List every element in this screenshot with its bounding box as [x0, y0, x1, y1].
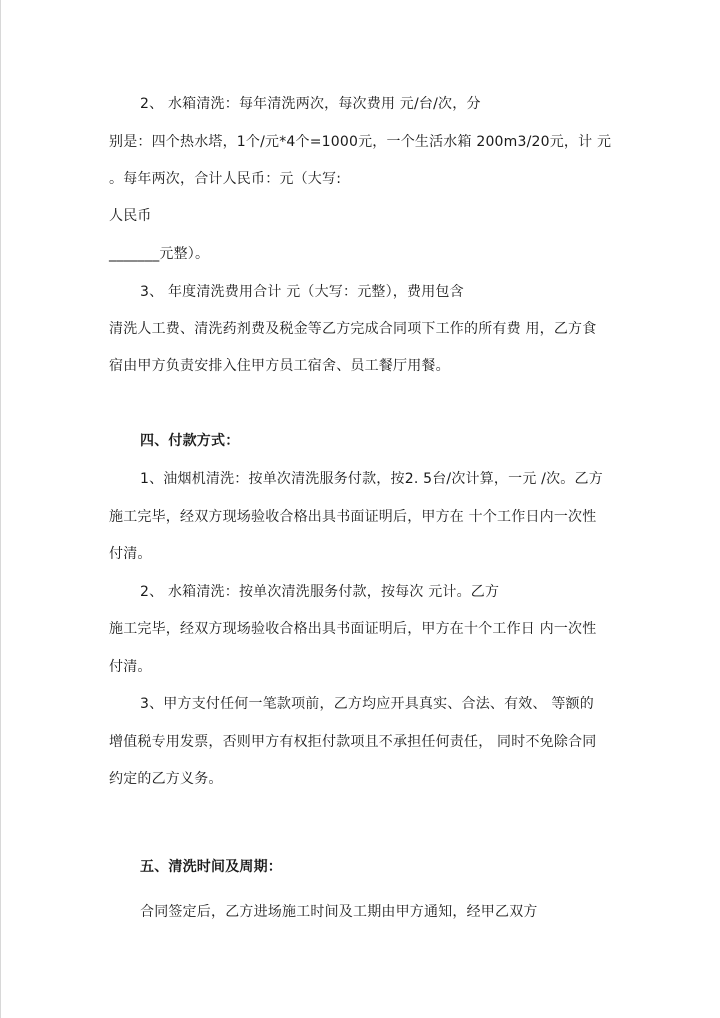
paragraph-line: 清洗人工费、清洗药剂费及税金等乙方完成合同项下工作的所有费 用，乙方食 — [109, 321, 597, 337]
paragraph-line: 3、甲方支付任何一笔款项前，乙方均应开具真实、合法、有效、 等额的 — [140, 696, 594, 712]
paragraph-line: 合同签定后，乙方进场施工时间及工期由甲方通知，经甲乙双方 — [140, 904, 538, 920]
section-heading: 五、清洗时间及周期： — [140, 859, 282, 875]
paragraph-line: 。每年两次，合计人民币：元（大写: — [109, 171, 342, 187]
paragraph-line: 施工完毕，经双方现场验收合格出具书面证明后，甲方在十个工作日 内一次性 — [109, 621, 597, 637]
paragraph-line: 宿由甲方负责安排入住甲方员工宿舍、员工餐厅用餐。 — [109, 358, 450, 374]
paragraph-line: 人民币 — [109, 208, 152, 224]
paragraph-line: 付清。 — [109, 546, 152, 562]
paragraph-line: 2、 水箱清洗：每年清洗两次，每次费用 元/台/次，分 — [140, 96, 481, 112]
paragraph-line: 别是：四个热水塔，1个/元*4个=1000元，一个生活水箱 200m3/20元，计 元 — [109, 134, 612, 150]
paragraph-line: 2、 水箱清洗：按单次清洗服务付款，按每次 元计。乙方 — [140, 584, 500, 600]
paragraph-line: 施工完毕，经双方现场验收合格出具书面证明后，甲方在 十个工作日内一次性 — [109, 509, 597, 525]
paragraph-line: 付清。 — [109, 659, 152, 675]
paragraph-line: _______元整）。 — [109, 246, 210, 262]
paragraph-line: 3、 年度清洗费用合计 元（大写：元整），费用包含 — [140, 284, 464, 300]
paragraph-line: 增值税专用发票，否则甲方有权拒付款项且不承担任何责任， 同时不免除合同 — [109, 734, 597, 750]
paragraph-line: 约定的乙方义务。 — [109, 771, 223, 787]
paragraph-line: 1、油烟机清洗：按单次清洗服务付款，按2. 5台/次计算，一元 /次。乙方 — [140, 471, 603, 487]
section-heading: 四、付款方式： — [140, 433, 240, 449]
